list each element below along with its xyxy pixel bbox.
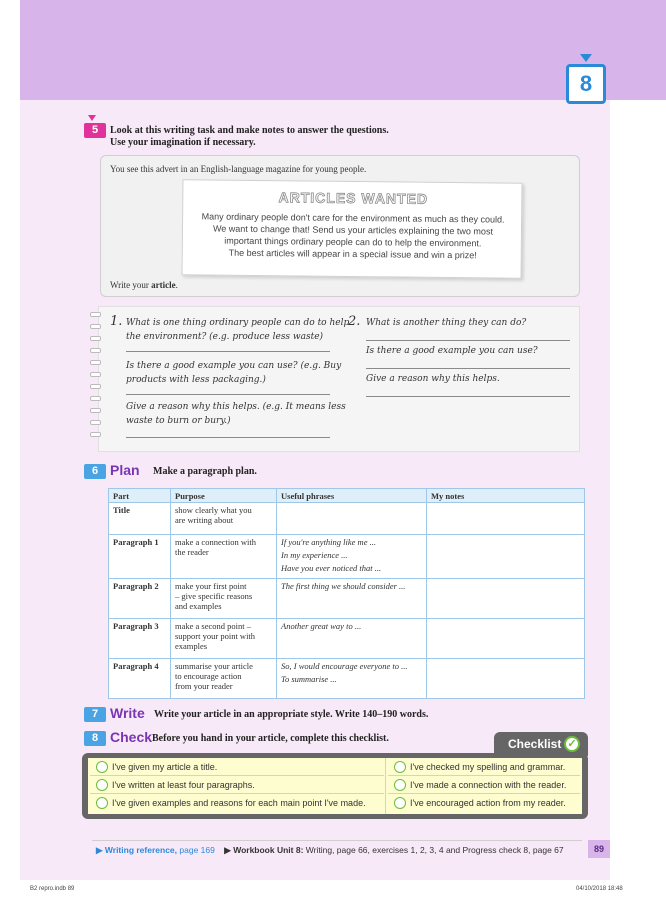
purpose-line: make your first point xyxy=(175,581,247,591)
checklist-item-label: I've written at least four paragraphs. xyxy=(112,780,255,790)
checkbox-circle-icon[interactable] xyxy=(394,779,406,791)
row-my-notes[interactable] xyxy=(427,579,585,619)
write-suffix: . xyxy=(175,280,178,290)
checkbox-circle-icon[interactable] xyxy=(96,779,108,791)
notepad-rings xyxy=(90,312,102,448)
table-row xyxy=(109,503,585,535)
row-phrases xyxy=(277,659,427,699)
note-question-2-1: What is another thing they can do? xyxy=(366,318,527,328)
note-question-2-3: Give a reason why this helps. xyxy=(366,374,500,384)
answer-line[interactable] xyxy=(366,340,570,341)
row-part: Paragraph 4 xyxy=(109,659,171,699)
note-line: products with less packaging.) xyxy=(126,375,266,385)
section-marker-icon xyxy=(88,115,96,121)
answer-line[interactable] xyxy=(126,351,330,352)
advert-text xyxy=(189,210,517,261)
row-purpose xyxy=(171,503,277,535)
answer-line[interactable] xyxy=(126,394,330,395)
note-line: waste to burn or bury.) xyxy=(126,416,231,426)
note-number-1: 1. xyxy=(110,314,123,329)
purpose-line: examples xyxy=(175,641,208,651)
row-phrases xyxy=(277,535,427,579)
phrase-line: The first thing we should consider ... xyxy=(281,581,406,591)
checkbox-circle-icon[interactable] xyxy=(96,797,108,809)
page-number: 89 xyxy=(588,840,610,858)
unit-number-badge: 8 xyxy=(566,64,606,104)
task-lead-text: You see this advert in an English-language magazine for young people. xyxy=(110,164,367,174)
ring-icon xyxy=(90,336,101,341)
purpose-line: from your reader xyxy=(175,681,233,691)
header-useful-phrases: Useful phrases xyxy=(277,489,427,503)
row-my-notes[interactable] xyxy=(427,659,585,699)
phrase-line: So, I would encourage everyone to ... xyxy=(281,661,408,671)
note-line: Give a reason why this helps. (e.g. It means less xyxy=(126,402,346,412)
ring-icon xyxy=(90,396,101,401)
checklist-item[interactable] xyxy=(388,776,580,794)
checkbox-circle-icon[interactable] xyxy=(394,761,406,773)
section-6-instruction: Make a paragraph plan. xyxy=(153,466,257,477)
row-part: Paragraph 2 xyxy=(109,579,171,619)
row-my-notes[interactable] xyxy=(427,619,585,659)
section-7-number: 7 xyxy=(84,707,106,722)
header-purpose: Purpose xyxy=(171,489,277,503)
write-bold: article xyxy=(151,280,176,290)
answer-line[interactable] xyxy=(366,368,570,369)
advert-line: We want to change that! Send us your articles explaining the two most xyxy=(212,223,494,237)
ring-icon xyxy=(90,360,101,365)
row-phrases xyxy=(277,579,427,619)
checklist-label: Checklist xyxy=(508,737,562,751)
section-6-heading: Plan xyxy=(110,462,140,478)
print-slug-right: 04/10/2018 18:48 xyxy=(576,886,623,892)
purpose-line: make a connection with xyxy=(175,537,256,547)
print-slug-left: B2 repro.indb 89 xyxy=(30,886,75,892)
checklist-item-label: I've given examples and reasons for each main point I've made. xyxy=(112,798,366,808)
advert-line: The best articles will appear in a special issue and win a prize! xyxy=(228,247,477,261)
section-6-number: 6 xyxy=(84,464,106,479)
phrase-line: Another great way to ... xyxy=(281,621,362,631)
writing-reference-label: ▶ Writing reference, xyxy=(96,845,178,855)
writing-reference-link[interactable] xyxy=(96,845,215,855)
purpose-line: the reader xyxy=(175,547,209,557)
section-5-number: 5 xyxy=(84,123,106,138)
purpose-line: are writing about xyxy=(175,515,234,525)
write-your-article-text xyxy=(110,280,178,290)
answer-line[interactable] xyxy=(126,437,330,438)
row-my-notes[interactable] xyxy=(427,535,585,579)
checkbox-circle-icon[interactable] xyxy=(96,761,108,773)
section-8-instruction: Before you hand in your article, complete this checklist. xyxy=(152,733,389,744)
note-question-1-3 xyxy=(126,400,346,428)
table-row xyxy=(109,579,585,619)
checklist-item[interactable] xyxy=(90,758,384,776)
ring-icon xyxy=(90,324,101,329)
header-my-notes: My notes xyxy=(427,489,585,503)
note-number-2: 2. xyxy=(348,314,361,329)
checklist-divider xyxy=(385,758,386,814)
ring-icon xyxy=(90,408,101,413)
unit-marker-icon xyxy=(580,54,592,62)
checklist-item[interactable] xyxy=(90,776,384,794)
ring-icon xyxy=(90,432,101,437)
row-part: Paragraph 1 xyxy=(109,535,171,579)
table-row xyxy=(109,659,585,699)
write-prefix: Write your xyxy=(110,280,149,290)
header-part: Part xyxy=(109,489,171,503)
purpose-line: make a second point – xyxy=(175,621,252,631)
ring-icon xyxy=(90,420,101,425)
section-5-instruction-line2: Use your imagination if necessary. xyxy=(110,137,256,148)
workbook-reference-label: ▶ Workbook Unit 8: xyxy=(224,845,304,855)
purpose-line: – give specific reasons xyxy=(175,591,253,601)
table-header-row xyxy=(109,489,585,503)
paragraph-plan-table xyxy=(108,488,585,699)
note-question-2-2: Is there a good example you can use? xyxy=(366,346,538,356)
purpose-line: support your point with xyxy=(175,631,256,641)
footer-divider xyxy=(92,840,582,841)
section-8-number: 8 xyxy=(84,731,106,746)
row-my-notes[interactable] xyxy=(427,503,585,535)
section-5-instruction xyxy=(110,125,389,149)
note-line: Is there a good example you can use? (e.g. Buy xyxy=(126,361,342,371)
answer-line[interactable] xyxy=(366,396,570,397)
advert-card xyxy=(182,179,523,279)
checklist-item-label: I've given my article a title. xyxy=(112,762,218,772)
ring-icon xyxy=(90,372,101,377)
row-purpose xyxy=(171,579,277,619)
checklist-item[interactable] xyxy=(388,758,580,776)
section-7-heading: Write xyxy=(110,705,145,721)
workbook-reference-text: Writing, page 66, exercises 1, 2, 3, 4 and Progress check 8, page 67 xyxy=(305,845,564,855)
ring-icon xyxy=(90,348,101,353)
advert-line: Many ordinary people don't care for the environment as much as they could. xyxy=(201,211,505,225)
note-question-1-1 xyxy=(126,316,349,344)
purpose-line: and examples xyxy=(175,601,222,611)
note-line: What is one thing ordinary people can do to help xyxy=(126,318,350,328)
checkmark-icon: ✓ xyxy=(564,736,580,752)
advert-title: ARTICLES WANTED xyxy=(278,189,429,207)
ring-icon xyxy=(90,312,101,317)
purpose-line: to encourage action xyxy=(175,671,242,681)
checklist-item[interactable] xyxy=(90,794,384,812)
purpose-line: summarise your article xyxy=(175,661,253,671)
checklist-item[interactable] xyxy=(388,794,580,812)
checklist-item-label: I've encouraged action from my reader. xyxy=(410,798,566,808)
footer-references xyxy=(96,845,564,856)
phrase-line: If you're anything like me ... xyxy=(281,537,376,547)
note-line: the environment? (e.g. produce less waste) xyxy=(126,332,324,342)
checkbox-circle-icon[interactable] xyxy=(394,797,406,809)
section-7-instruction: Write your article in an appropriate style. Write 140–190 words. xyxy=(154,709,429,720)
phrase-line: In my experience ... xyxy=(281,550,348,560)
row-phrases xyxy=(277,619,427,659)
advert-line: important things ordinary people can do to help the environment. xyxy=(224,235,482,249)
phrase-line: To summarise ... xyxy=(281,674,337,684)
row-part: Title xyxy=(109,503,171,535)
row-purpose xyxy=(171,535,277,579)
phrase-line: Have you ever noticed that ... xyxy=(281,563,382,573)
purpose-line: show clearly what you xyxy=(175,505,252,515)
note-question-1-2 xyxy=(126,359,341,387)
ring-icon xyxy=(90,384,101,389)
row-phrases xyxy=(277,503,427,535)
row-purpose xyxy=(171,659,277,699)
table-row xyxy=(109,619,585,659)
table-row xyxy=(109,535,585,579)
checklist-tab xyxy=(494,732,588,756)
writing-reference-page: page 169 xyxy=(179,845,215,855)
row-part: Paragraph 3 xyxy=(109,619,171,659)
row-purpose xyxy=(171,619,277,659)
section-8-heading: Check xyxy=(110,729,153,745)
checklist-item-label: I've made a connection with the reader. xyxy=(410,780,567,790)
checklist-item-label: I've checked my spelling and grammar. xyxy=(410,762,566,772)
section-5-instruction-line1: Look at this writing task and make notes to answer the questions. xyxy=(110,125,389,136)
